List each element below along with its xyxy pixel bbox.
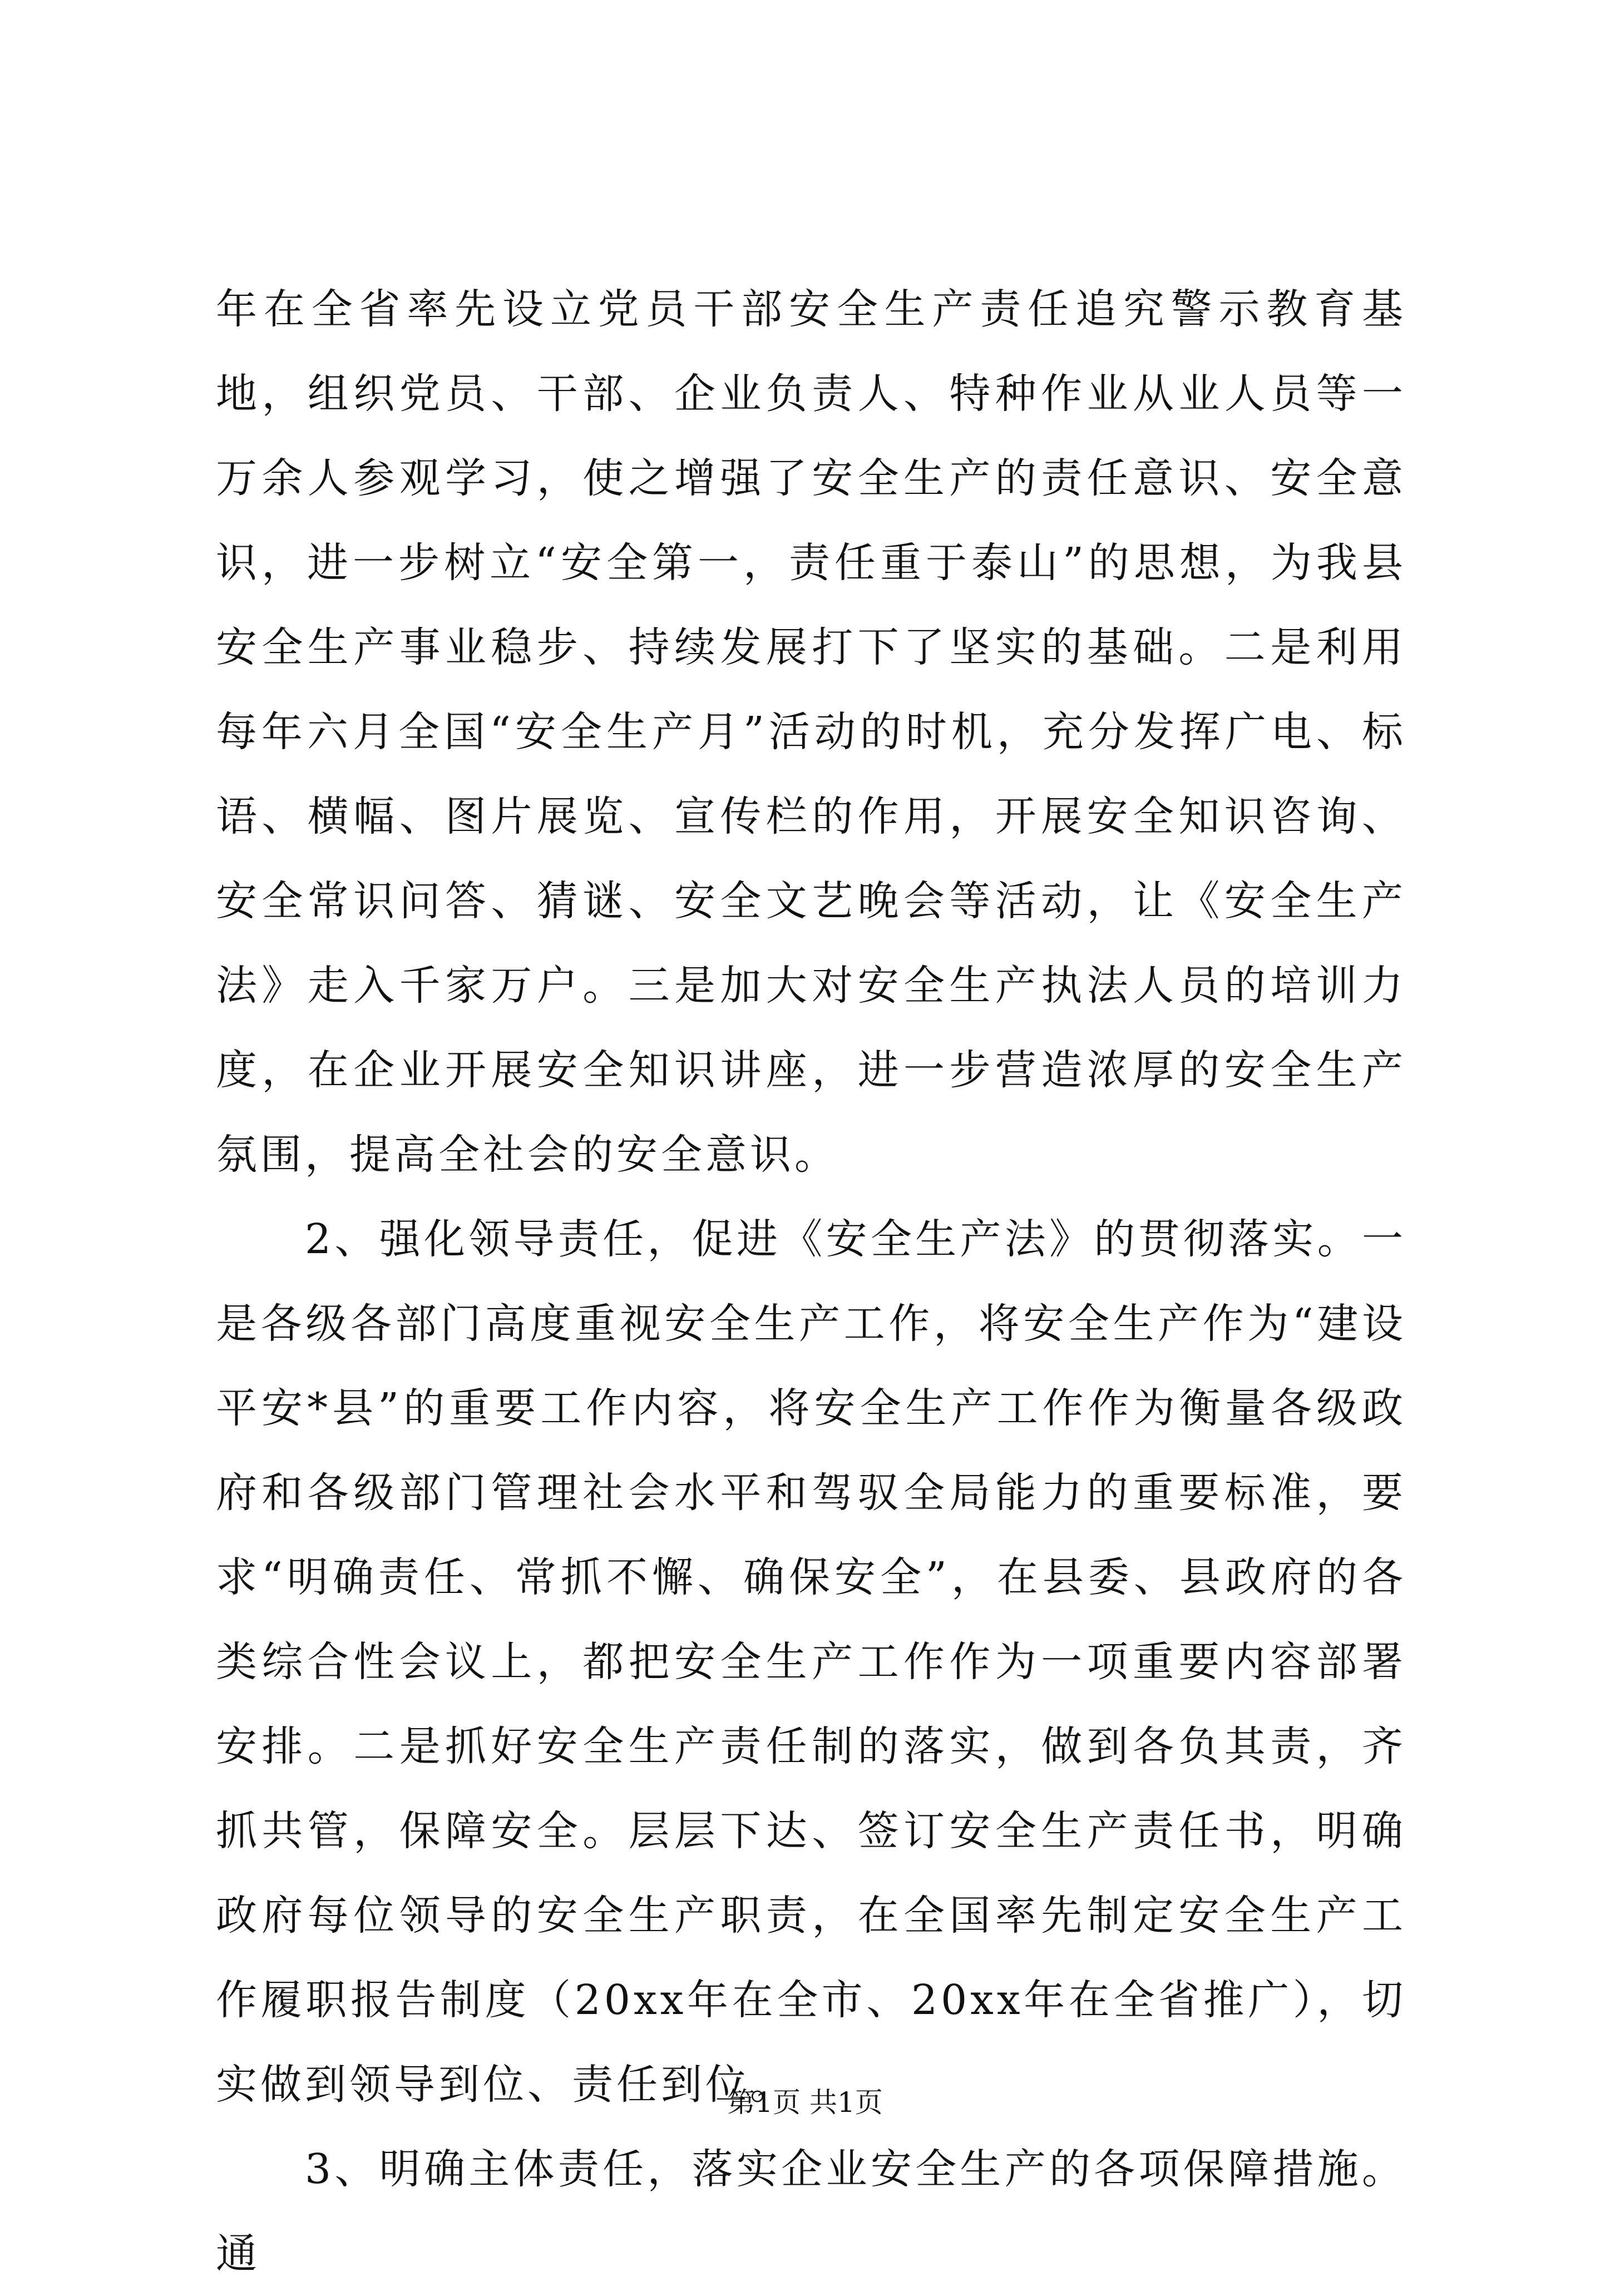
paragraph-3: 3、明确主体责任，落实企业安全生产的各项保障措施。通 (216, 2145, 1406, 2278)
paragraph-2: 2、强化领导责任，促进《安全生产法》的贯彻落实。一是各级各部门高度重视安全生产工作，将安全生产作为“建设平安*县”的重要工作内容，将安全生产工作作为衡量各级政府和各级部门管理社会水平和驾驭全局能力的重要标准，要求“明确责任、常抓不懈、确保安全”，在县委、县政府的各类综合性会议上，都把安全生产工作作为一项重要内容部署安排。二是抓好安全生产责任制的落实，做到各负其责，齐抓共管，保障安全。层层下达、签订安全生产责任书，明确政府每位领导的安全生产职责，在全国率先制定安全生产工作履职报告制度（20xx年在全市、20xx年在全省推广），切实做到领导到位、责任到位。 (216, 1215, 1406, 2109)
paragraph-1: 年在全省率先设立党员干部安全生产责任追究警示教育基地，组织党员、干部、企业负责人、特种作业从业人员等一万余人参观学习，使之增强了安全生产的责任意识、安全意识，进一步树立“安全第一，责任重于泰山”的思想，为我县安全生产事业稳步、持续发展打下了坚实的基础。二是利用每年六月全国“安全生产月”活动的时机，充分发挥广电、标语、横幅、图片展览、宣传栏的作用，开展安全知识咨询、安全常识问答、猜谜、安全文艺晚会等活动，让《安全生产法》走入千家万户。三是加大对安全生产执法人员的培训力度，在企业开展安全知识讲座，进一步营造浓厚的安全生产氛围，提高全社会的安全意识。 (216, 285, 1406, 1179)
document-body (216, 267, 1406, 2296)
page-footer: 第1页 共1页 (727, 2086, 883, 2119)
